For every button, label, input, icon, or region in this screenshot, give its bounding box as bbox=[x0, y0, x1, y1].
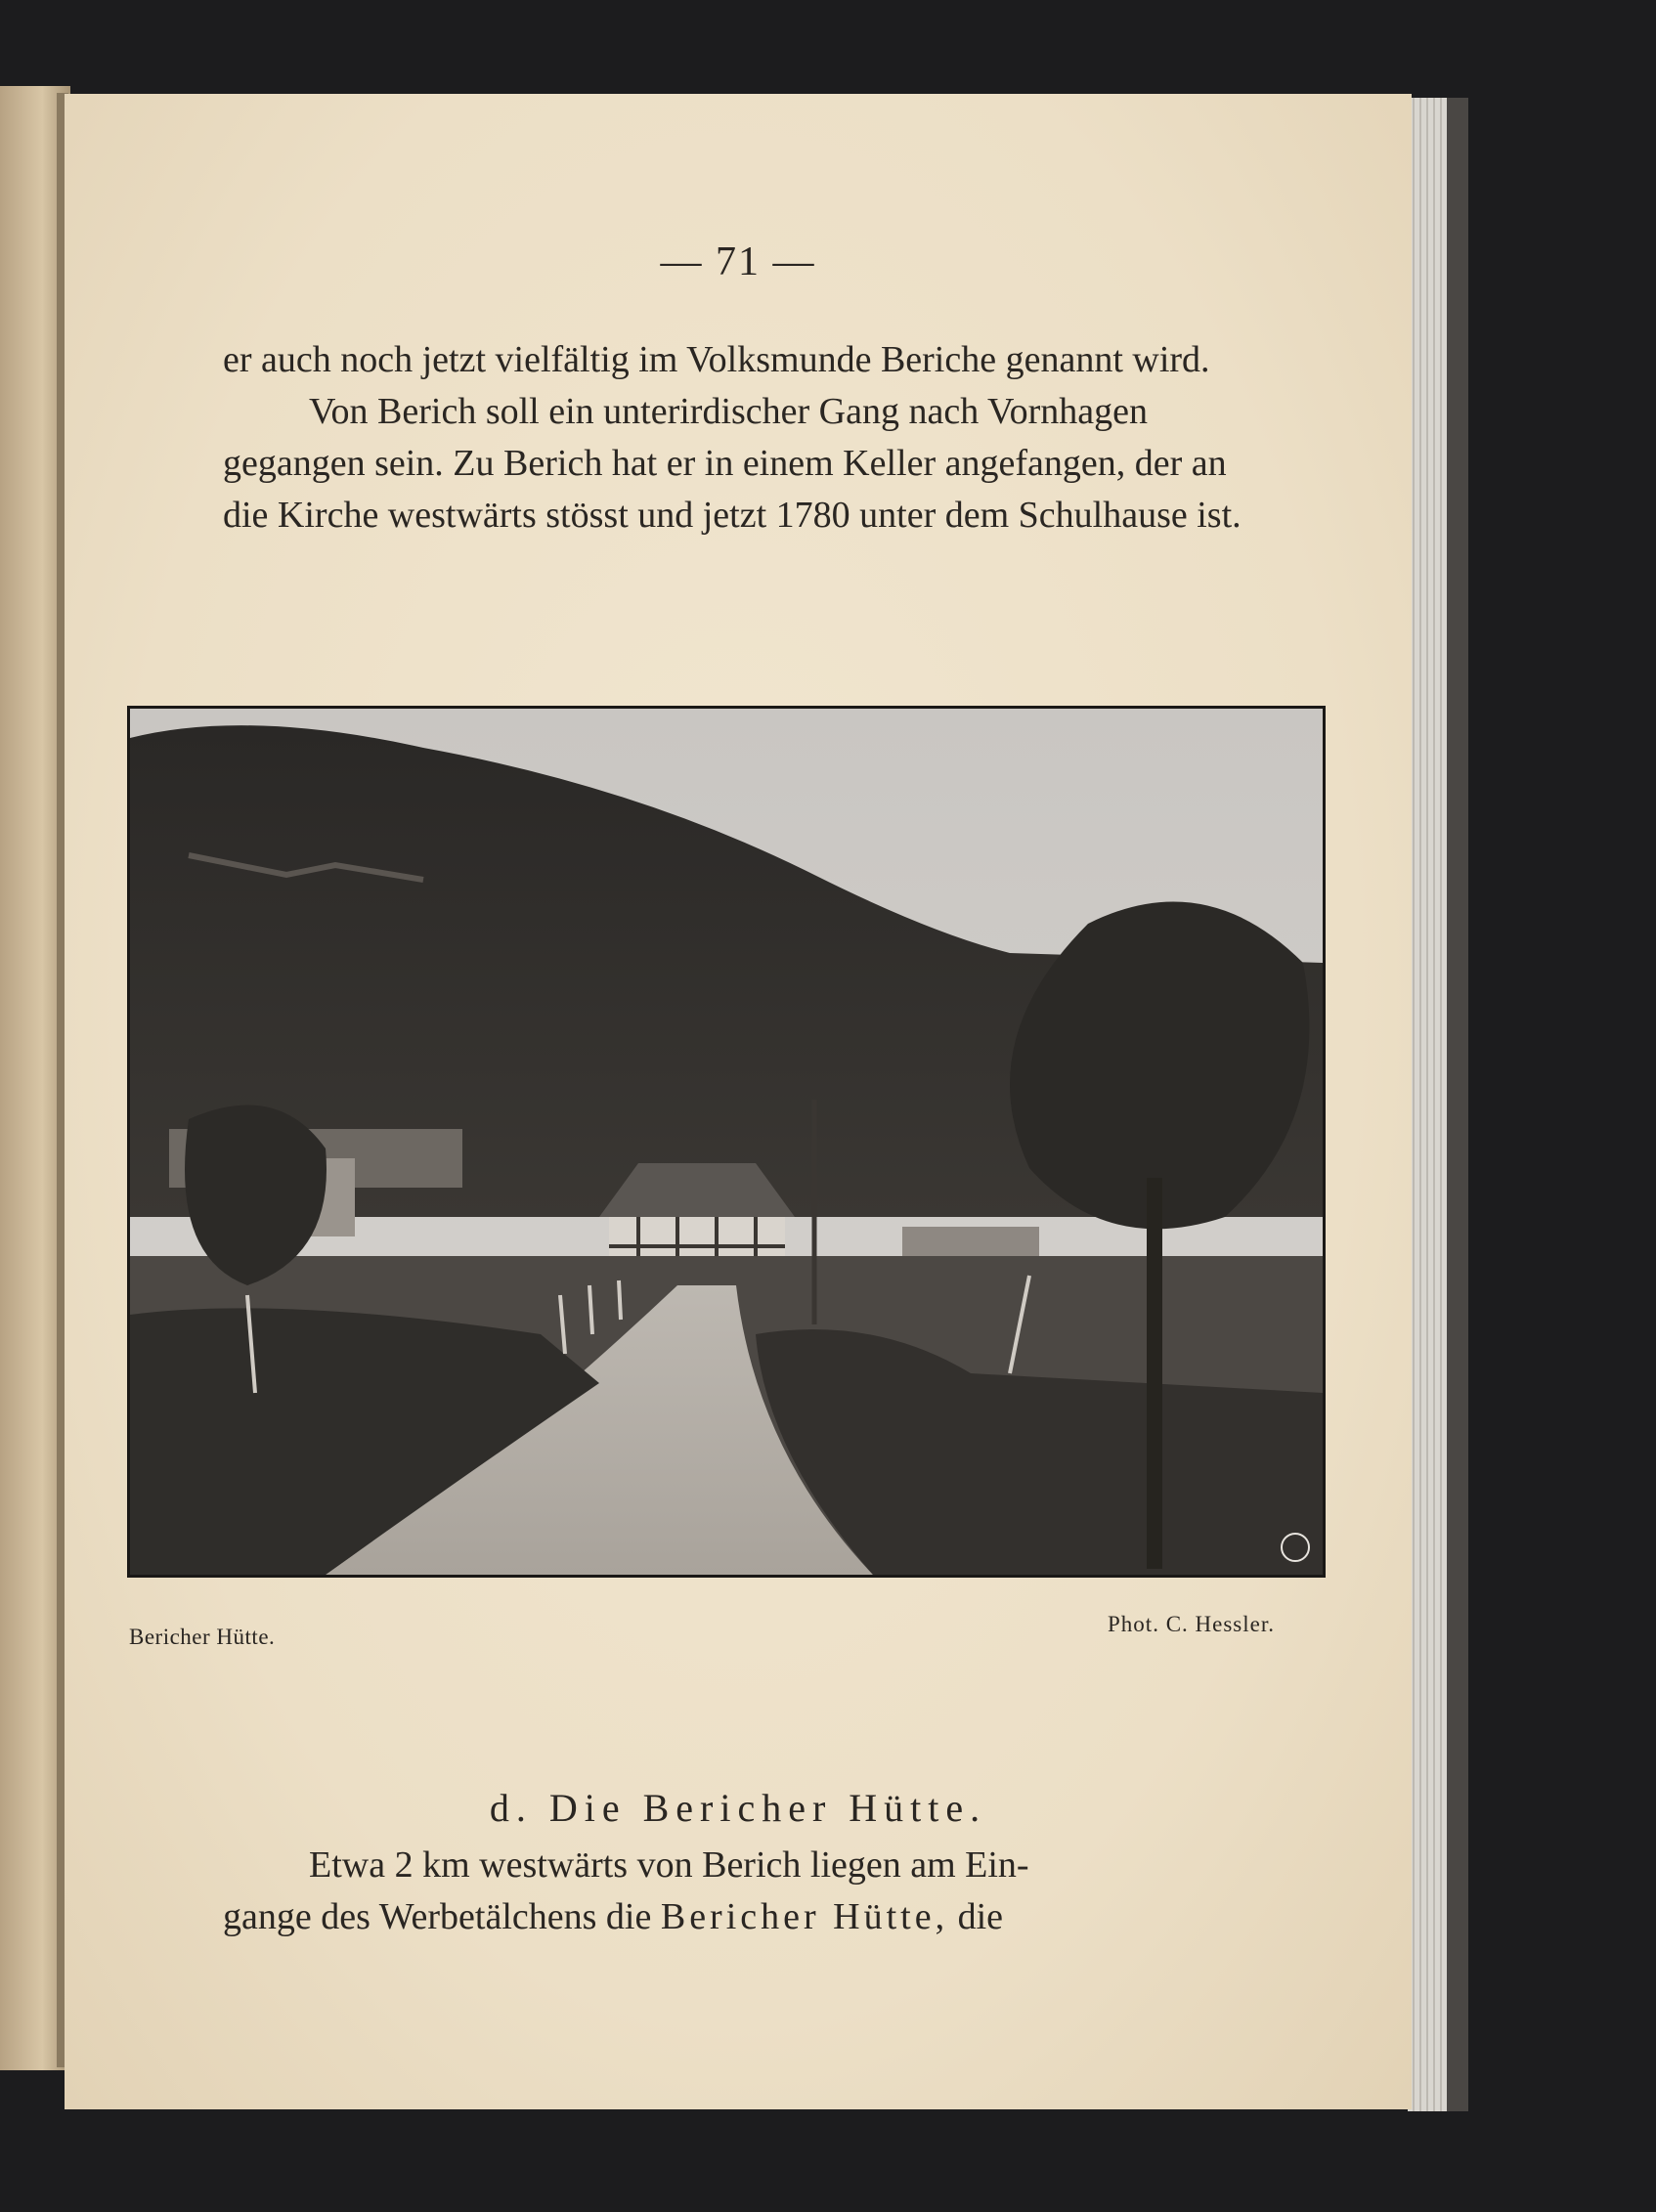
page-number: — 71 — bbox=[660, 239, 816, 284]
top-text-block bbox=[223, 334, 1279, 542]
landscape-photo bbox=[130, 709, 1323, 1575]
figure-caption: Bericher Hütte. bbox=[129, 1625, 276, 1649]
text-run: die bbox=[957, 1896, 1004, 1937]
photo-credit: Phot. C. Hessler. bbox=[1108, 1612, 1275, 1636]
text-run: gange des Werbetälchens die bbox=[223, 1896, 652, 1937]
bottom-text-block bbox=[223, 1840, 1279, 1943]
photograph bbox=[127, 706, 1326, 1578]
section-heading: d. Die Bericher Hütte. bbox=[489, 1786, 987, 1830]
paragraph-line: Etwa 2 km westwärts von Berich liegen am Ein- bbox=[309, 1844, 1029, 1886]
paragraph: er auch noch jetzt vielfältig im Volksmunde Beriche genannt wird. bbox=[223, 339, 1210, 380]
paragraph-line bbox=[223, 1891, 1279, 1943]
emphasized-place-name: Bericher Hütte, bbox=[660, 1896, 949, 1937]
paragraph: Von Berich soll ein unterirdischer Gang nach Vornhagen gegangen sein. Zu Berich hat er in einem Keller angefangen, der an die Kirche westwärts stösst und jetzt 1780 unter dem Schulhause ist. bbox=[223, 391, 1242, 536]
page-stack-shadow bbox=[1447, 98, 1468, 2111]
tree-trunk bbox=[1147, 1178, 1162, 1569]
book-page bbox=[65, 94, 1412, 2109]
